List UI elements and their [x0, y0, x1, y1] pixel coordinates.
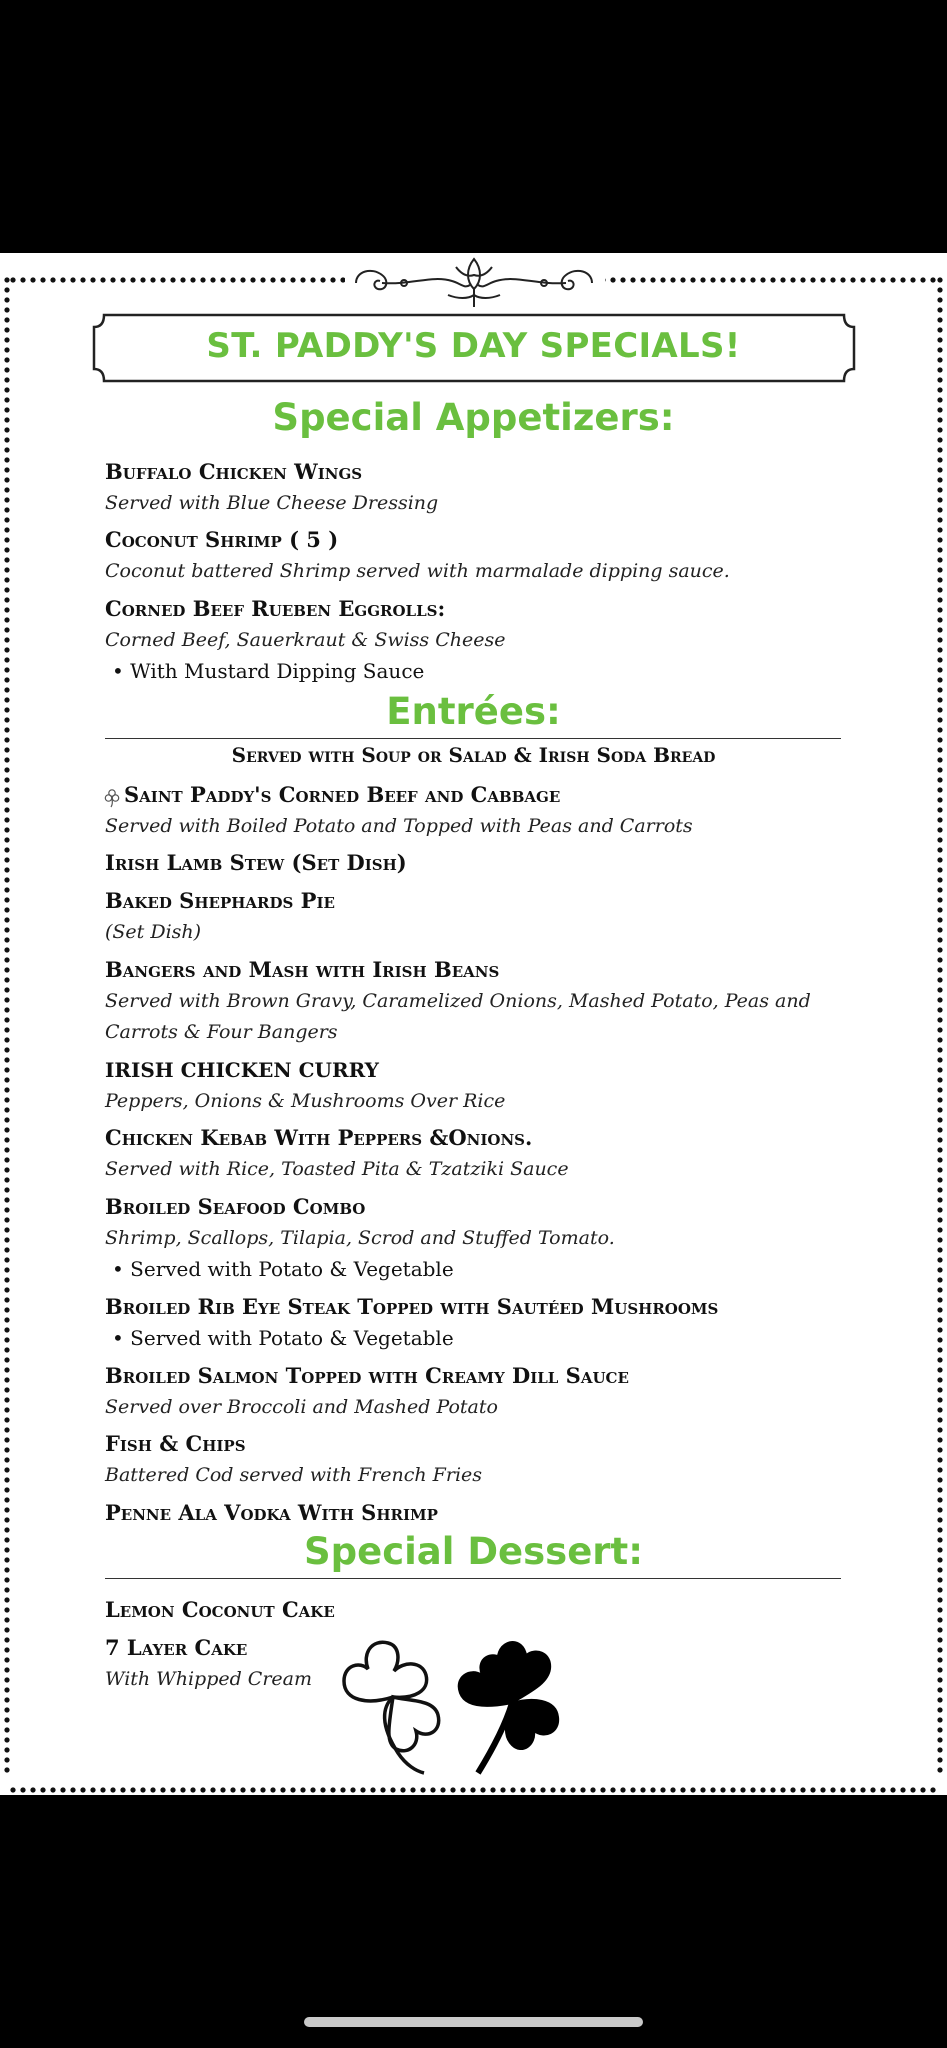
appetizer-bullet: • With Mustard Dipping Sauce [112, 659, 425, 683]
entree-bullet: • Served with Potato & Vegetable [112, 1326, 454, 1350]
entree-bullet: • Served with Potato & Vegetable [112, 1257, 454, 1281]
appetizer-desc: Corned Beef, Sauerkraut & Swiss Cheese [105, 629, 506, 651]
entree-name: Chicken Kebab With Peppers &Onions. [105, 1125, 533, 1150]
shamrock-solid-icon [452, 1637, 562, 1777]
appetizer-name: Corned Beef Rueben Eggrolls: [105, 596, 446, 621]
appetizer-desc: Coconut battered Shrimp served with marmalade dipping sauce. [105, 560, 730, 582]
entree-name: Penne Ala Vodka With Shrimp [105, 1500, 438, 1525]
entree-desc: Peppers, Onions & Mushrooms Over Rice [105, 1090, 506, 1112]
entree-desc: Served with Rice, Toasted Pita & Tzatziki Sauce [105, 1158, 569, 1180]
dessert-heading: Special Dessert: [303, 1530, 644, 1573]
entrees-heading: Entrées: [386, 690, 561, 733]
shamrock-outline-icon [338, 1635, 448, 1775]
menu-page [0, 253, 947, 1795]
entree-desc: Shrimp, Scallops, Tilapia, Scrod and Stuffed Tomato. [105, 1227, 615, 1249]
dessert-name: Lemon Coconut Cake [105, 1597, 335, 1622]
clover-icon [104, 788, 120, 808]
entree-name: Baked Shephards Pie [105, 888, 335, 913]
dessert-name: 7 Layer Cake [105, 1635, 248, 1660]
entrees-divider [105, 738, 841, 739]
home-indicator[interactable] [304, 2017, 643, 2027]
entree-name: Broiled Seafood Combo [105, 1194, 366, 1219]
dessert-divider [105, 1578, 841, 1579]
entree-name: Irish Lamb Stew (Set Dish) [105, 850, 407, 875]
entree-name: Fish & Chips [105, 1431, 246, 1456]
entree-desc: Served with Brown Gravy, Caramelized Onions, Mashed Potato, Peas and [105, 990, 811, 1012]
entree-desc: Carrots & Four Bangers [105, 1021, 338, 1043]
entree-desc: Served over Broccoli and Mashed Potato [105, 1396, 498, 1418]
entrees-note: Served with Soup or Salad & Irish Soda Bread [231, 743, 716, 767]
dotted-border-bottom [8, 1785, 939, 1795]
entree-desc: Served with Boiled Potato and Topped with Peas and Carrots [105, 815, 693, 837]
entree-name: Saint Paddy's Corned Beef and Cabbage [124, 782, 561, 807]
appetizer-desc: Served with Blue Cheese Dressing [105, 492, 439, 514]
flourish-ornament [352, 255, 596, 311]
entree-desc: (Set Dish) [105, 921, 202, 943]
appetizer-name: Coconut Shrimp ( 5 ) [105, 527, 339, 552]
appetizer-name: Buffalo Chicken Wings [105, 459, 363, 484]
menu-title: ST. PADDY'S DAY SPECIALS! [206, 326, 741, 366]
appetizers-heading: Special Appetizers: [272, 396, 675, 439]
dessert-desc: With Whipped Cream [105, 1668, 313, 1690]
entree-name: IRISH CHICKEN CURRY [105, 1058, 379, 1082]
entree-desc: Battered Cod served with French Fries [105, 1464, 483, 1486]
entree-name: Bangers and Mash with Irish Beans [105, 957, 500, 982]
entree-name: Broiled Rib Eye Steak Topped with Sautéed Mushrooms [105, 1294, 719, 1319]
entree-name: Broiled Salmon Topped with Creamy Dill Sauce [105, 1363, 629, 1388]
